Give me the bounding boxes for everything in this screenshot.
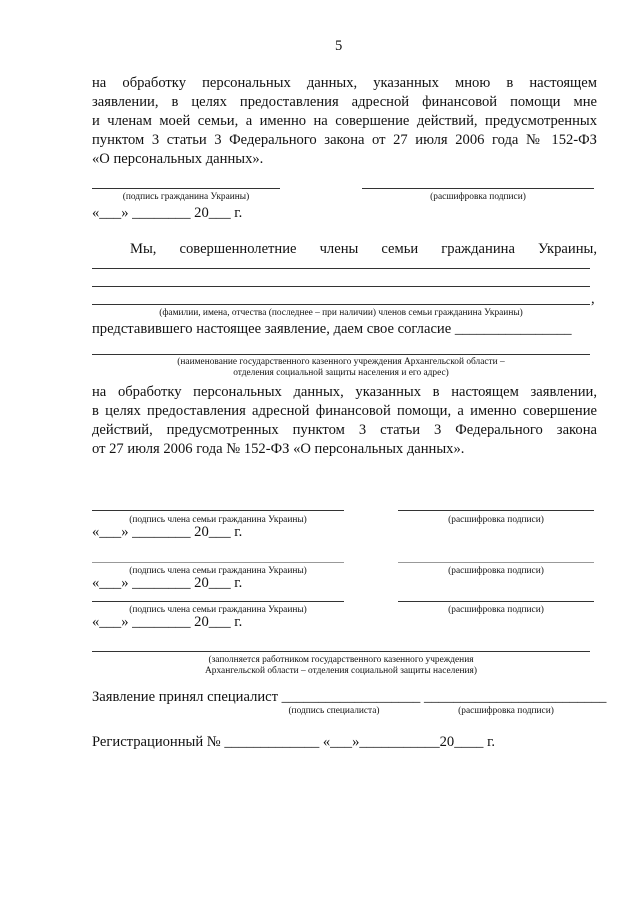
member-decode-line-1[interactable] [398, 510, 594, 511]
caption-family-names: (фамилии, имена, отчества (последнее – при наличии) членов семьи гражданина Украины) [159, 308, 523, 318]
family-names-comma: , [591, 291, 595, 307]
caption-filled-by-line: Архангельской области – отделения социальной защиты населения) [205, 666, 477, 676]
family-intro [92, 240, 597, 259]
member-decode-line-3[interactable] [398, 601, 594, 602]
member-signature-line-2[interactable] [92, 562, 344, 563]
caption-institution [92, 357, 590, 379]
caption-citizen-decode: (расшифровка подписи) [430, 192, 526, 202]
member-date-line-3[interactable]: «___» ________ 20___ г. [92, 614, 243, 630]
citizen-signature-line[interactable] [92, 188, 280, 189]
intro-word: Украины, [538, 241, 597, 257]
representing-line[interactable]: представившего настоящее заявление, даем свое согласие ________________ [92, 321, 572, 337]
caption-member-signature-2: (подпись члена семьи гражданина Украины) [129, 566, 307, 576]
paragraph-line: «О персональных данных». [92, 151, 264, 167]
institution-line[interactable] [92, 354, 590, 355]
page-number: 5 [335, 38, 343, 54]
paragraph-line: в целях предоставления адресной финансовой помощи, а именно совершение [92, 403, 597, 419]
member-signature-line-1[interactable] [92, 510, 344, 511]
registration-number[interactable]: Регистрационный № _____________ «___»___________20____ г. [92, 734, 496, 750]
intro-word: члены [319, 241, 359, 257]
paragraph-line: и членам моей семьи, а именно на совершение действий, предусмотренных [92, 113, 597, 129]
caption-member-decode-1: (расшифровка подписи) [448, 515, 544, 525]
intro-word: гражданина [441, 241, 515, 257]
consent-paragraph-2 [92, 383, 597, 459]
family-names-line-1[interactable] [92, 268, 590, 269]
paragraph-line: действий, предусмотренных пунктом 3 статьи 3 Федерального закона [92, 422, 597, 438]
paragraph-line: заявлении, в целях предоставления адресной финансовой помощи мне [92, 94, 597, 110]
consent-paragraph-1 [92, 74, 597, 169]
accepted-by-specialist[interactable]: Заявление принял специалист ___________________ _________________________ [92, 689, 607, 705]
paragraph-line: пунктом 3 статьи 3 Федерального закона от 27 июля 2006 года № 152-ФЗ [92, 132, 597, 148]
caption-citizen-signature: (подпись гражданина Украины) [122, 192, 250, 202]
caption-institution-line: отделения социальной защиты населения и его адрес) [233, 368, 449, 378]
member-decode-line-2[interactable] [398, 562, 594, 563]
member-signature-line-3[interactable] [92, 601, 344, 602]
caption-member-decode-2: (расшифровка подписи) [448, 566, 544, 576]
citizen-date-line[interactable]: «___» ________ 20___ г. [92, 205, 243, 221]
caption-member-decode-3: (расшифровка подписи) [448, 605, 544, 615]
intro-word: совершеннолетние [179, 241, 297, 257]
caption-specialist-decode: (расшифровка подписи) [458, 706, 554, 716]
caption-specialist-signature: (подпись специалиста) [288, 706, 380, 716]
caption-institution-line: (наименование государственного казенного учреждения Архангельской области – [177, 357, 505, 367]
paragraph-line: от 27 июля 2006 года № 152-ФЗ «О персональных данных». [92, 441, 465, 457]
staff-section-line [92, 651, 590, 652]
caption-member-signature-1: (подпись члена семьи гражданина Украины) [129, 515, 307, 525]
intro-word: Мы, [130, 241, 157, 257]
citizen-decode-line[interactable] [362, 188, 594, 189]
member-date-line-2[interactable]: «___» ________ 20___ г. [92, 575, 243, 591]
paragraph-line: на обработку персональных данных, указанных мною в настоящем [92, 75, 597, 91]
family-names-line-2[interactable] [92, 286, 590, 287]
caption-member-signature-3: (подпись члена семьи гражданина Украины) [129, 605, 307, 615]
caption-filled-by-line: (заполняется работником государственного казенного учреждения [208, 655, 474, 665]
member-date-line-1[interactable]: «___» ________ 20___ г. [92, 524, 243, 540]
family-names-line-3[interactable] [92, 304, 590, 305]
intro-word: семьи [381, 241, 419, 257]
caption-filled-by [92, 655, 590, 677]
paragraph-line: на обработку персональных данных, указанных в настоящем заявлении, [92, 384, 597, 400]
